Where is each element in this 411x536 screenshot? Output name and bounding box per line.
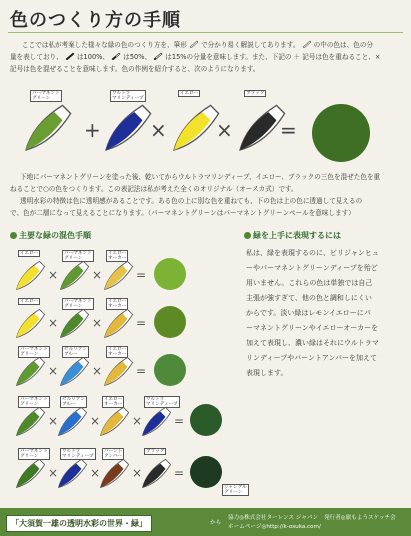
brush-icon (189, 40, 199, 48)
mix-row-4-brush-1 (14, 404, 48, 442)
brush-icon (302, 40, 312, 48)
body-text-3: 透明水彩の特徴は色に透明感があることです。ある色の上に別な色を重ねても、下の色は上の色に透過して見えるの (20, 197, 363, 205)
bullet-icon (10, 232, 17, 239)
title-divider (8, 32, 403, 33)
intro-line-3: 記号は色を混ぜることを意味します。色の作例を紹介すると、次のようになります。 (10, 65, 260, 73)
mix-row-5-operator-1: × (48, 466, 59, 480)
brush-tip-icon (153, 52, 163, 60)
mix-row-1-label-3: イエロー オーカー (108, 251, 127, 262)
mix-row-5-label-1: パーマネント グリーン (20, 449, 48, 460)
body-text-1: 下地にパーマネントグリーンを塗った後、乾いてからウルトラマリンディープ、イエロー、ブラックの三色を混ぜた色を重 (20, 173, 381, 181)
mix-row-4-operator-3: × (132, 414, 143, 428)
body-text-4: で、色が二層になって見えることになります。（パーマネントグリーンはパーマネントグリーンペールを意味します） (10, 209, 355, 217)
mix-row-1-operator-2: × (92, 268, 103, 282)
right-text-line-4: 主張が強すぎて、他の色と調和しにくい (246, 294, 372, 302)
mix-row-2-operator-1: × (48, 316, 59, 330)
mix-row-5-brush-1 (14, 456, 48, 494)
mix-row-4-label-4: ウルトラ マリンディープ (146, 397, 178, 408)
intro-line-1: ここでは私が考案した様々な緑の色のつくり方を、筆形 で分かり易く解説してあります。 の中の色は、色の分 (22, 41, 374, 49)
mix-row-2-label-2: パーマネント グリーン (64, 299, 92, 310)
mix-row-1-operator-3: = (136, 268, 147, 282)
mix-row-4-operator-2: × (90, 414, 101, 428)
mix-row-2-brush-1 (14, 306, 48, 344)
mix-row-5-result-swatch (190, 456, 222, 488)
footer-publisher: 発行者◎旅もようスケッチ会 (324, 515, 396, 521)
footer-homepage[interactable]: ホームページ◎http://k-osuka.com/ (228, 524, 321, 530)
mix-row-1-label-2: パーマネント グリーン (64, 251, 92, 262)
footer-from: から (210, 520, 222, 526)
mix-row-3-brush-2 (58, 354, 92, 392)
mix-row-2-brush-2 (58, 306, 92, 344)
mix-row-4-operator-4: = (174, 414, 185, 428)
mix-row-5-label-4: ブラック (146, 449, 165, 454)
mix-row-2-label-1: イエロー (20, 299, 39, 304)
mix-row-5-brush-4 (140, 456, 174, 494)
mix-row-3-label-3: イエロー オーカー (108, 347, 127, 358)
mix-row-5-label-3: バーント アンバー (104, 449, 123, 460)
right-text-line-2: ーやパーマネントグリーンディープを殆ど (246, 264, 378, 272)
example-operator-2: × (150, 118, 167, 142)
mix-row-1-brush-3 (102, 258, 136, 296)
example-brush-2 (102, 100, 156, 158)
mix-row-2-label-3: イエロー オーカー (108, 299, 127, 310)
mix-row-3-operator-1: × (48, 364, 59, 378)
mix-row-5-result-label: ジャングル グリーン (224, 485, 247, 496)
brush-full-icon (65, 52, 75, 60)
mix-row-5-label-2: ウルトラ マリンディープ (62, 449, 94, 460)
mix-row-4-brush-2 (56, 404, 90, 442)
mix-row-3-label-2: セルリアン ブルー (64, 347, 87, 358)
mix-row-2-operator-3: = (136, 316, 147, 330)
mix-row-3-operator-2: × (92, 364, 103, 378)
example-result-swatch (312, 104, 370, 162)
mix-row-4-label-2: セルリアン ブルー (62, 397, 85, 408)
intro-line-2: 量を表しており、 は100%、 は50%、 は15%の分量を意味します。また、下記の ＋ 記号は色を重ねること、× (10, 53, 381, 61)
example-brush-label-1: パーマネント グリーン (32, 91, 60, 102)
mix-row-4-brush-3 (98, 404, 132, 442)
right-text-line-9: 表現します。 (246, 369, 288, 377)
mix-row-3-brush-1 (14, 354, 48, 392)
left-section-heading: 主要な緑の混色手順 (10, 230, 91, 241)
right-text-line-8: リンディープやバーントアンバーを加えて (246, 354, 377, 362)
right-section-heading: 緑を上手に表現するには (244, 230, 341, 241)
mix-row-1-brush-1 (14, 258, 48, 296)
mix-row-1-brush-2 (58, 258, 92, 296)
example-operator-1: + (84, 118, 101, 142)
right-text-line-7: 加えて表現し、濃い緑はそれにウルトラマ (246, 339, 379, 347)
mix-row-4-operator-1: × (48, 414, 59, 428)
mix-row-4-label-3: イエロー オーカー (104, 397, 123, 408)
example-brush-1 (22, 100, 76, 158)
page-title: 色のつくり方の手順 (10, 10, 181, 31)
mix-row-2-result-swatch (154, 306, 186, 338)
mix-row-5-operator-3: × (132, 466, 143, 480)
mix-row-4-label-1: パーマネント グリーン (20, 397, 48, 408)
mix-row-1-operator-1: × (48, 268, 59, 282)
mix-row-1-result-swatch (154, 258, 186, 290)
mix-row-3-brush-3 (102, 354, 136, 392)
example-brush-label-2: ウルトラ マリンディープ (112, 91, 144, 102)
right-text-line-3: 用いません。これらの色は単独では自己 (246, 279, 373, 287)
right-text-line-5: からです。淡い緑はレモンイエローにパ (246, 309, 371, 317)
mix-row-3-operator-3: = (136, 364, 147, 378)
body-text-2: ねることで○の色をつくります。この表記法は私が考えた全くのオリジナル（オースカ式）です。 (10, 185, 298, 193)
mix-row-2-brush-3 (102, 306, 136, 344)
bullet-icon (244, 232, 251, 239)
right-text-line-1: 私は、緑を表現するのに、ビリジャンヒュ (246, 249, 379, 257)
example-brush-label-3: イエロー (180, 91, 199, 96)
brush-half-icon (111, 52, 121, 60)
mix-row-3-label-1: パーマネント グリーン (20, 347, 48, 358)
mix-row-4-result-swatch (190, 404, 222, 436)
example-operator-4: = (280, 118, 297, 142)
mix-row-5-operator-4: = (174, 466, 185, 480)
mix-row-5-brush-3 (98, 456, 132, 494)
example-operator-3: × (216, 118, 233, 142)
example-brush-label-4: ブラック (246, 91, 265, 96)
footer-book-title: 「大須賀一雄の透明水彩の世界・緑」 (6, 515, 152, 532)
right-text-line-6: ーマネントグリーンやイエローオーカーを (246, 324, 379, 332)
footer-coop: 協力◎株式会社ターレンス ジャパン (228, 515, 319, 521)
mix-row-3-result-swatch (154, 354, 186, 386)
mix-row-5-brush-2 (56, 456, 90, 494)
mix-row-5-operator-2: × (90, 466, 101, 480)
mix-row-1-label-1: イエロー (20, 251, 39, 256)
mix-row-4-brush-4 (140, 404, 174, 442)
mix-row-2-operator-2: × (92, 316, 103, 330)
